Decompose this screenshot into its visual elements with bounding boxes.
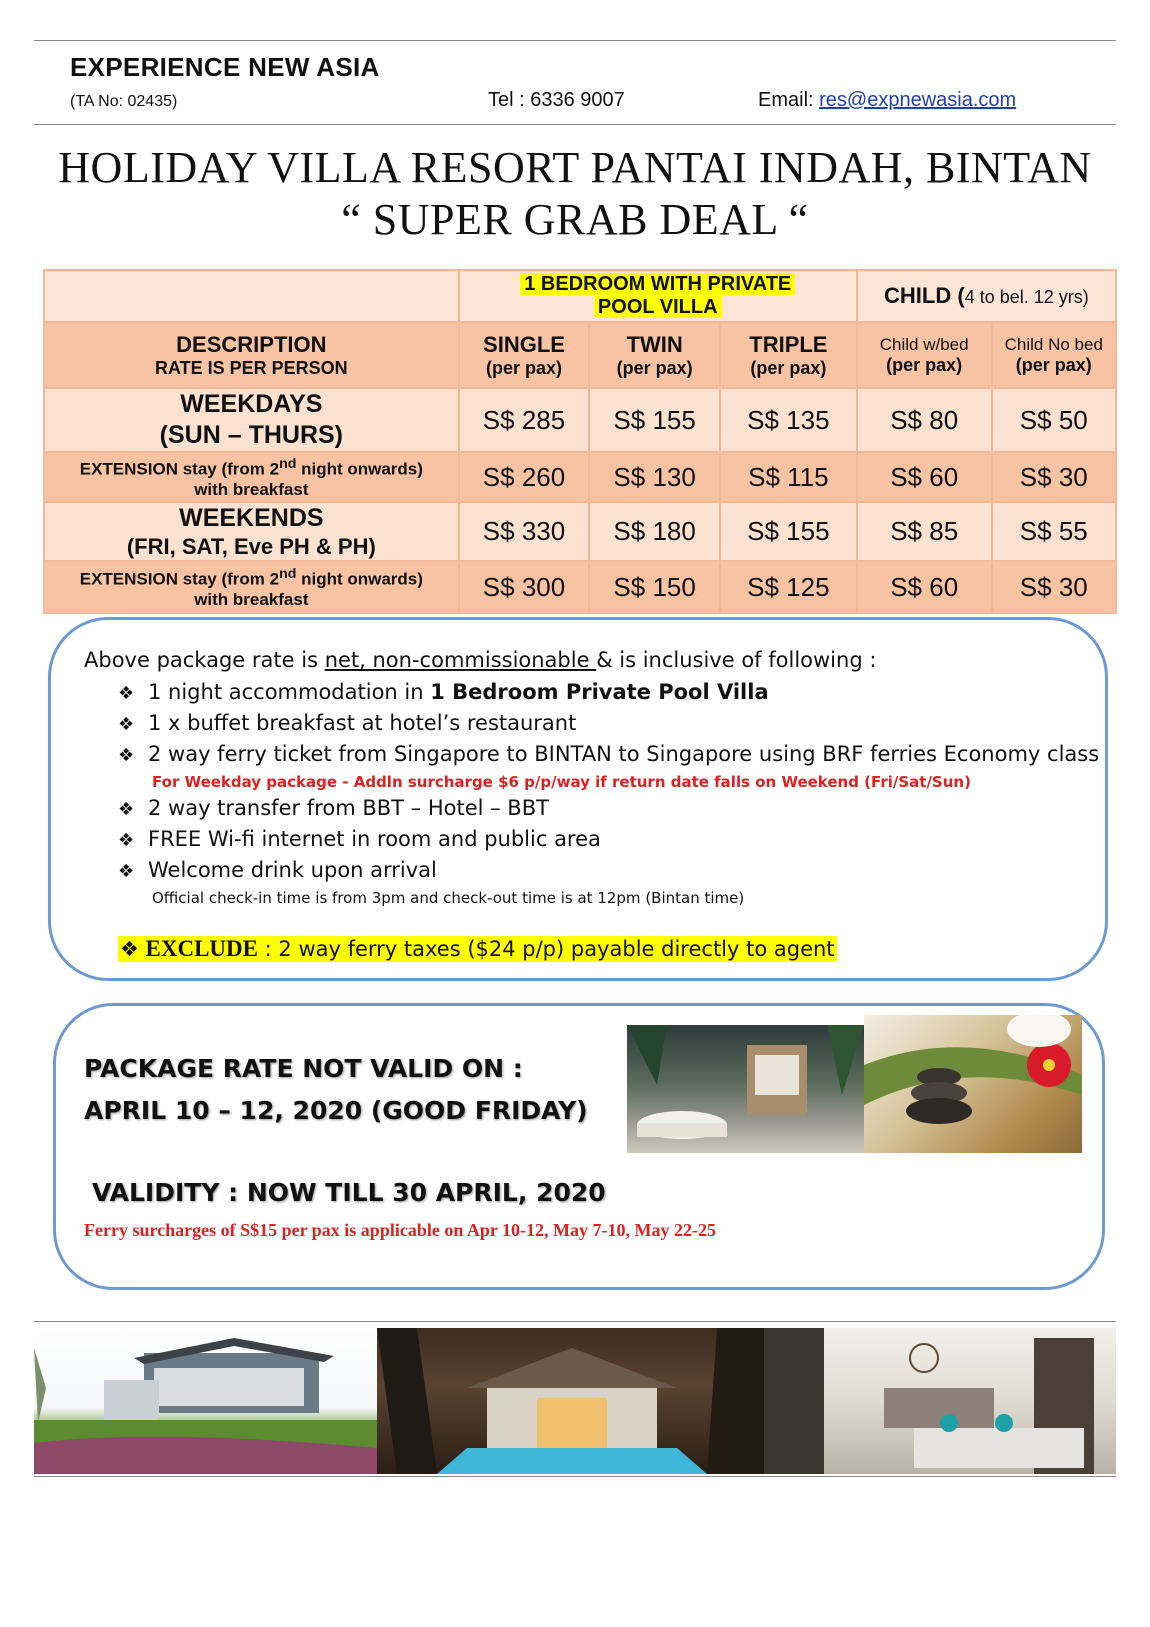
empty-header-cell [44, 270, 459, 322]
col-twin: TWIN (per pax) [589, 322, 720, 388]
pool-villa-photo [377, 1328, 764, 1474]
page-subtitle: “ SUPER GRAB DEAL “ [341, 195, 809, 244]
spa-stones-photo [864, 1015, 1082, 1153]
ferry-surcharge-note: Ferry surcharges of S$15 per pax is applicable on Apr 10-12, May 7-10, May 22-25 [84, 1220, 716, 1240]
col-child-bed: Child w/bed (per pax) [857, 322, 992, 388]
checkin-note: Official check-in time is from 3pm and check-out time is at 12pm (Bintan time) [152, 889, 745, 907]
villa-interior-image [764, 1328, 1116, 1474]
company-name: EXPERIENCE NEW ASIA [70, 52, 380, 82]
not-valid-dates: APRIL 10 – 12, 2020 (GOOD FRIDAY) [84, 1096, 588, 1125]
list-item: ❖ 2 way ferry ticket from Singapore to BINTAN to Singapore using BRF ferries Economy class [118, 742, 1100, 766]
bottom-rule [34, 1476, 1116, 1477]
not-valid-heading: PACKAGE RATE NOT VALID ON : [84, 1054, 523, 1083]
email-block [758, 89, 1016, 112]
telephone: Tel : 6336 9007 [488, 89, 625, 111]
villa-header-line1: 1 BEDROOM WITH PRIVATE [520, 273, 795, 295]
table-row: WEEKDAYS (SUN – THURS) S$ 285 S$ 155 S$ 135 S$ 80 S$ 50 [44, 388, 1116, 452]
weekday-surcharge-note: For Weekday package - Addln surcharge $6 p/p/way if return date falls on Weekend (Fri/Sat/Sun) [152, 773, 971, 791]
page-title: HOLIDAY VILLA RESORT PANTAI INDAH, BINTAN [58, 143, 1092, 192]
spa-stones-image [864, 1015, 1082, 1153]
rate-table [43, 269, 1117, 614]
bathroom-photo [627, 1025, 864, 1153]
col-child-nobed: Child No bed (per pax) [992, 322, 1116, 388]
header-rule [34, 124, 1116, 125]
list-item: ❖ 2 way transfer from BBT – Hotel – BBT [118, 796, 549, 820]
villa-interior-photo [764, 1328, 1116, 1474]
description-header: DESCRIPTION RATE IS PER PERSON [44, 322, 459, 388]
email-link[interactable]: res@expnewasia.com [819, 89, 1017, 111]
col-triple: TRIPLE (per pax) [720, 322, 857, 388]
bathroom-image [627, 1025, 864, 1153]
villa-header-line2: POOL VILLA [594, 296, 722, 318]
pool-villa-image [377, 1328, 764, 1474]
bottom-rule-top [34, 1321, 1116, 1322]
email-label: Email: [758, 89, 820, 111]
villa-header [459, 270, 857, 322]
column-header-row [44, 322, 1116, 388]
list-item: ❖ 1 x buffet breakfast at hotel’s restaurant [118, 711, 577, 735]
child-header: CHILD (4 to bel. 12 yrs) [857, 270, 1116, 322]
child-age-range: 4 to bel. 12 yrs) [964, 287, 1089, 307]
table-header-row [44, 270, 1116, 322]
resort-exterior-photo [34, 1328, 377, 1474]
list-item: ❖ 1 night accommodation in 1 Bedroom Private Pool Villa [118, 680, 769, 704]
table-row: WEEKENDS (FRI, SAT, Eve PH & PH) S$ 330 S$ 180 S$ 155 S$ 85 S$ 55 [44, 502, 1116, 561]
list-item: ❖ FREE Wi-fi internet in room and public area [118, 827, 601, 851]
table-row: EXTENSION stay (from 2nd night onwards) with breakfast S$ 260 S$ 130 S$ 115 S$ 60 S$ 30 [44, 452, 1116, 502]
table-row: EXTENSION stay (from 2nd night onwards) with breakfast S$ 300 S$ 150 S$ 125 S$ 60 S$ 30 [44, 561, 1116, 613]
resort-exterior-image [34, 1328, 377, 1474]
col-single: SINGLE (per pax) [459, 322, 590, 388]
exclude-note: ❖ EXCLUDE : 2 way ferry taxes ($24 p/p) payable directly to agent [120, 936, 835, 961]
top-rule [34, 40, 1116, 41]
inclusions-intro: Above package rate is net, non-commissionable & is inclusive of following : [84, 648, 877, 672]
list-item: ❖ Welcome drink upon arrival [118, 858, 437, 882]
validity-text: VALIDITY : NOW TILL 30 APRIL, 2020 [92, 1178, 606, 1207]
ta-number: (TA No: 02435) [70, 93, 178, 110]
